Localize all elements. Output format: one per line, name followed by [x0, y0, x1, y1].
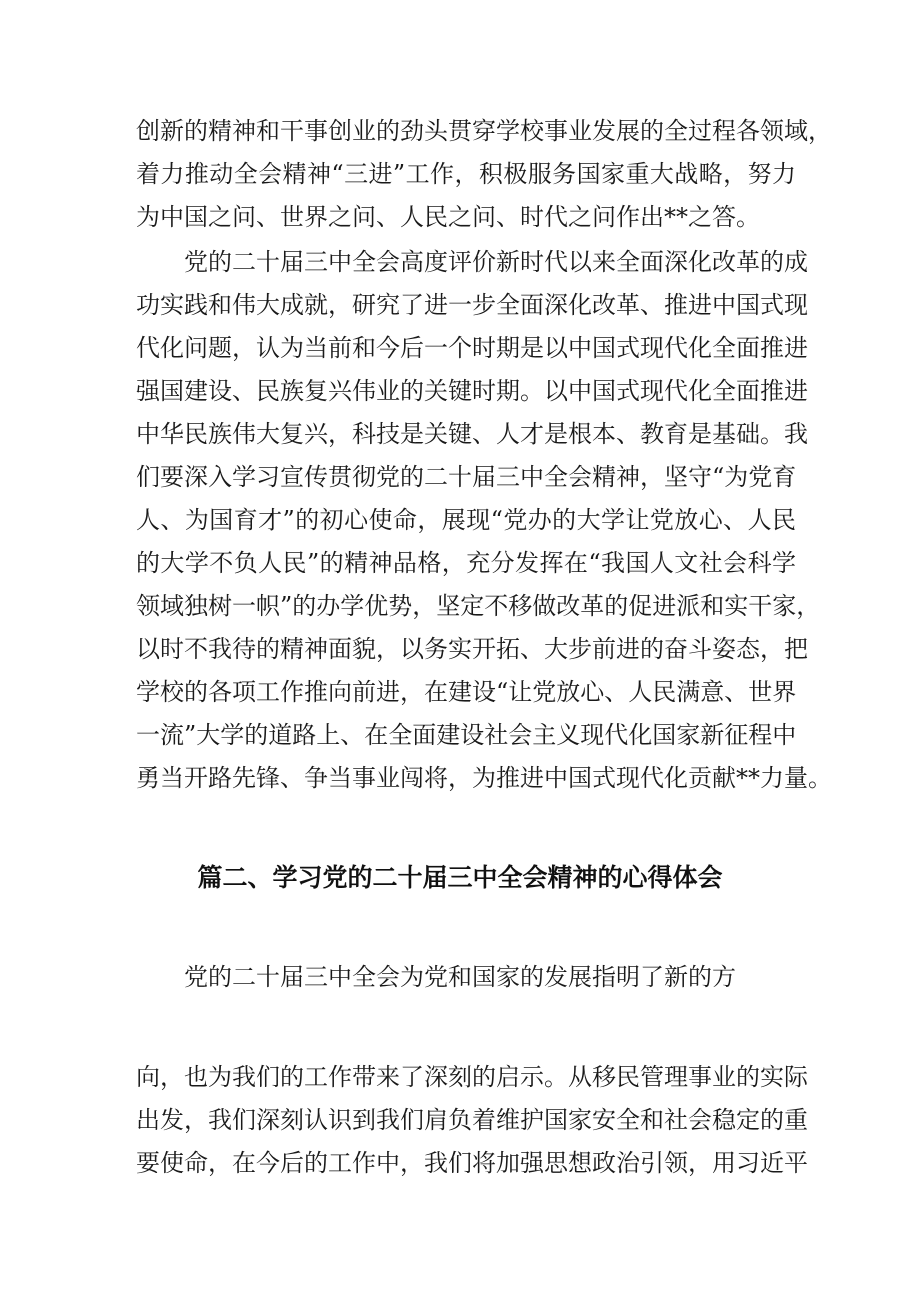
paragraph-line: 代化问题，认为当前和今后一个时期是以中国式现代化全面推进: [136, 334, 808, 362]
paragraph-line: 中华民族伟大复兴，科技是关键、人才是根本、教育是基础。我: [136, 420, 808, 448]
paragraph-line: 学校的各项工作推向前进，在建设“让党放心、人民满意、世界: [136, 678, 797, 706]
paragraph-line: 党的二十届三中全会高度评价新时代以来全面深化改革的成: [184, 248, 808, 276]
section-heading: 篇二、学习党的二十届三中全会精神的心得体会: [197, 863, 723, 892]
paragraph-line: 党的二十届三中全会为党和国家的发展指明了新的方: [184, 963, 736, 991]
paragraph-line: 向，也为我们的工作带来了深刻的启示。从移民管理事业的实际: [136, 1063, 808, 1091]
paragraph-line: 要使命，在今后的工作中，我们将加强思想政治引领，用习近平: [136, 1149, 808, 1177]
paragraph-line: 强国建设、民族复兴伟业的关键时期。以中国式现代化全面推进: [136, 377, 808, 405]
paragraph-line: 以时不我待的精神面貌，以务实开拓、大步前进的奋斗姿态，把: [136, 635, 808, 663]
paragraph-line: 创新的精神和干事创业的劲头贯穿学校事业发展的全过程各领域，: [136, 117, 832, 145]
paragraph-line: 人、为国育才”的初心使命，展现“党办的大学让党放心、人民: [136, 506, 796, 534]
paragraph-line: 着力推动全会精神“三进”工作，积极服务国家重大战略，努力: [136, 160, 796, 188]
paragraph-line: 一流”大学的道路上、在全面建设社会主义现代化国家新征程中: [136, 721, 797, 749]
paragraph-line: 出发，我们深刻认识到我们肩负着维护国家安全和社会稳定的重: [136, 1106, 808, 1134]
paragraph-line: 为中国之问、世界之问、人民之问、时代之问作出**之答。: [136, 203, 760, 231]
paragraph-line: 的大学不负人民”的精神品格，充分发挥在“我国人文社会科学: [136, 549, 796, 577]
paragraph-line: 功实践和伟大成就，研究了进一步全面深化改革、推进中国式现: [136, 291, 808, 319]
paragraph-line: 们要深入学习宣传贯彻党的二十届三中全会精神，坚守“为党育: [136, 463, 797, 491]
paragraph-line: 勇当开路先锋、争当事业闯将，为推进中国式现代化贡献**力量。: [136, 764, 832, 792]
paragraph-line: 领域独树一帜”的办学优势，坚定不移做改革的促进派和实干家，: [136, 592, 821, 620]
